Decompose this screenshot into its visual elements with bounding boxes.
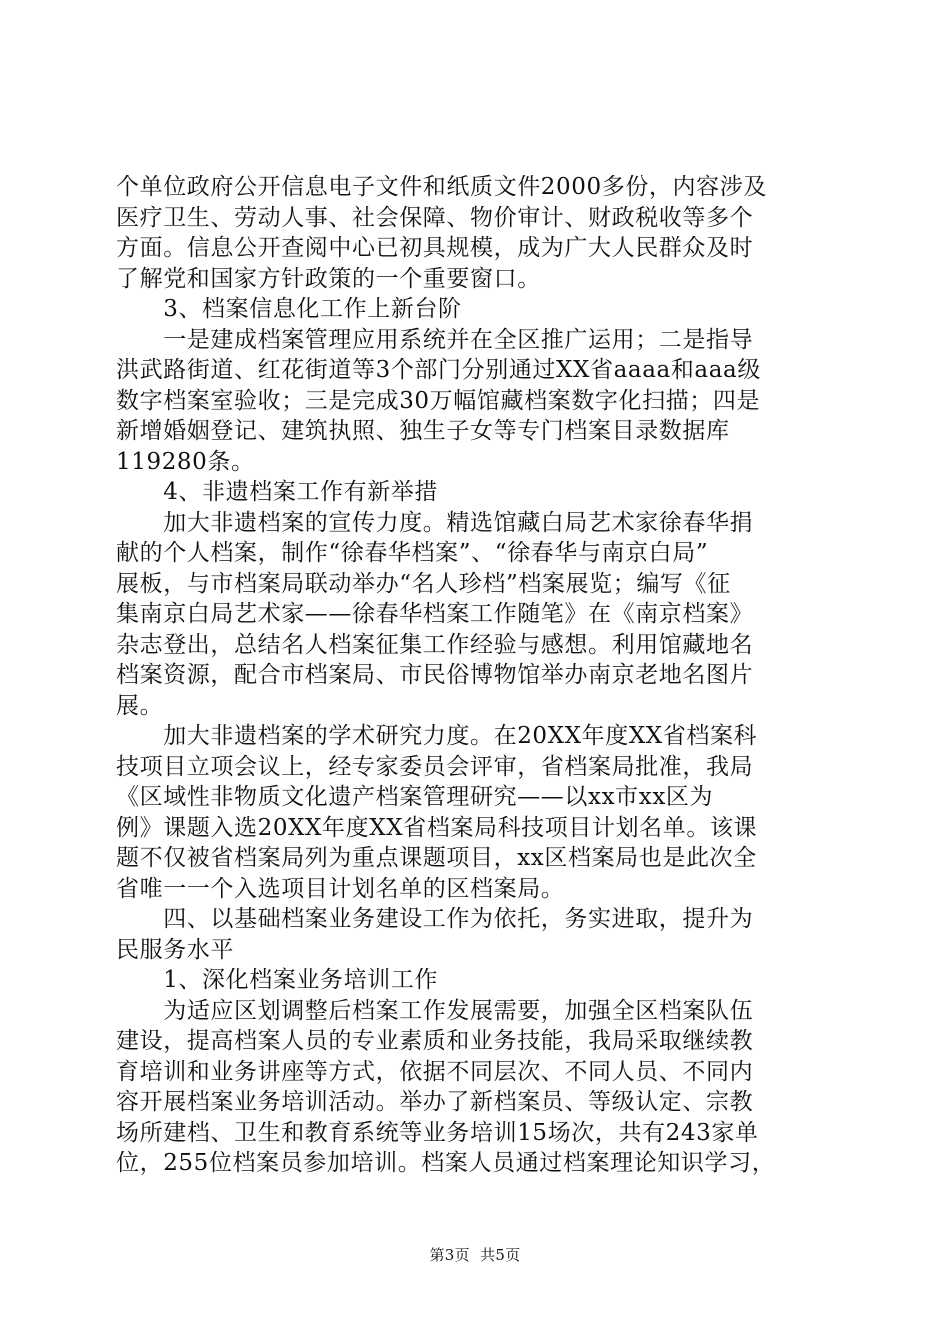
text-line: 《区域性非物质文化遗产档案管理研究——以xx市xx区为 bbox=[116, 784, 714, 810]
text-line: 育培训和业务讲座等方式，依据不同层次、不同人员、不同内 bbox=[116, 1058, 754, 1085]
text-line: 技项目立项会议上，经专家委员会评审，省档案局批准，我局 bbox=[116, 753, 754, 780]
text-line: 场所建档、卫生和教育系统等业务培训15场次，共有243家单 bbox=[116, 1119, 759, 1146]
text-line: 杂志登出，总结名人档案征集工作经验与感想。利用馆藏地名 bbox=[116, 631, 754, 658]
text-line: 位，255位档案员参加培训。档案人员通过档案理论知识学习， bbox=[116, 1150, 776, 1176]
text-line: 为适应区划调整后档案工作发展需要，加强全区档案队伍 bbox=[116, 997, 754, 1024]
text-line: 档案资源，配合市档案局、市民俗博物馆举办南京老地名图片 bbox=[116, 662, 754, 688]
text-line: 方面。信息公开查阅中心已初具规模，成为广大人民群众及时 bbox=[116, 235, 754, 261]
page-footer: 第3页 共5页 bbox=[429, 1246, 521, 1264]
text-line: 119280条。 bbox=[116, 448, 255, 475]
text-line: 洪武路街道、红花街道等3个部门分别通过XX省aaaa和aaa级 bbox=[116, 357, 761, 383]
text-line: 4、非遗档案工作有新举措 bbox=[116, 479, 439, 505]
text-line: 容开展档案业务培训活动。举办了新档案员、等级认定、宗教 bbox=[116, 1089, 754, 1115]
text-line: 3、档案信息化工作上新台阶 bbox=[116, 296, 462, 322]
text-line: 一是建成档案管理应用系统并在全区推广运用；二是指导 bbox=[116, 326, 754, 353]
text-line: 建设，提高档案人员的专业素质和业务技能，我局采取继续教 bbox=[116, 1028, 754, 1054]
text-line: 了解党和国家方针政策的一个重要窗口。 bbox=[116, 265, 541, 292]
text-line: 展。 bbox=[116, 692, 164, 719]
text-line: 集南京白局艺术家——徐春华档案工作随笔》在《南京档案》 bbox=[116, 601, 754, 627]
text-line: 数字档案室验收；三是完成30万幅馆藏档案数字化扫描；四是 bbox=[116, 387, 761, 414]
text-line: 四、以基础档案业务建设工作为依托，务实进取，提升为 bbox=[116, 906, 754, 932]
text-line: 例》课题入选20XX年度XX省档案局科技项目计划名单。该课 bbox=[116, 814, 758, 841]
text-line: 个单位政府公开信息电子文件和纸质文件2000多份，内容涉及 bbox=[116, 174, 767, 200]
document-body bbox=[116, 172, 828, 1179]
text-line: 新增婚姻登记、建筑执照、独生子女等专门档案目录数据库 bbox=[116, 418, 730, 444]
text-line: 展板，与市档案局联动举办“名人珍档”档案展览；编写《征 bbox=[116, 570, 731, 597]
text-line: 题不仅被省档案局列为重点课题项目，xx区档案局也是此次全 bbox=[116, 845, 757, 871]
text-line: 省唯一一个入选项目计划名单的区档案局。 bbox=[116, 875, 565, 902]
text-line: 民服务水平 bbox=[116, 936, 234, 963]
text-line: 医疗卫生、劳动人事、社会保障、物价审计、财政税收等多个 bbox=[116, 204, 754, 231]
text-line: 献的个人档案，制作“徐春华档案”、“徐春华与南京白局” bbox=[116, 540, 709, 566]
text-line: 1、深化档案业务培训工作 bbox=[116, 967, 439, 993]
text-line: 加大非遗档案的学术研究力度。在20XX年度XX省档案科 bbox=[116, 723, 758, 749]
text-line: 加大非遗档案的宣传力度。精选馆藏白局艺术家徐春华捐 bbox=[116, 509, 754, 536]
